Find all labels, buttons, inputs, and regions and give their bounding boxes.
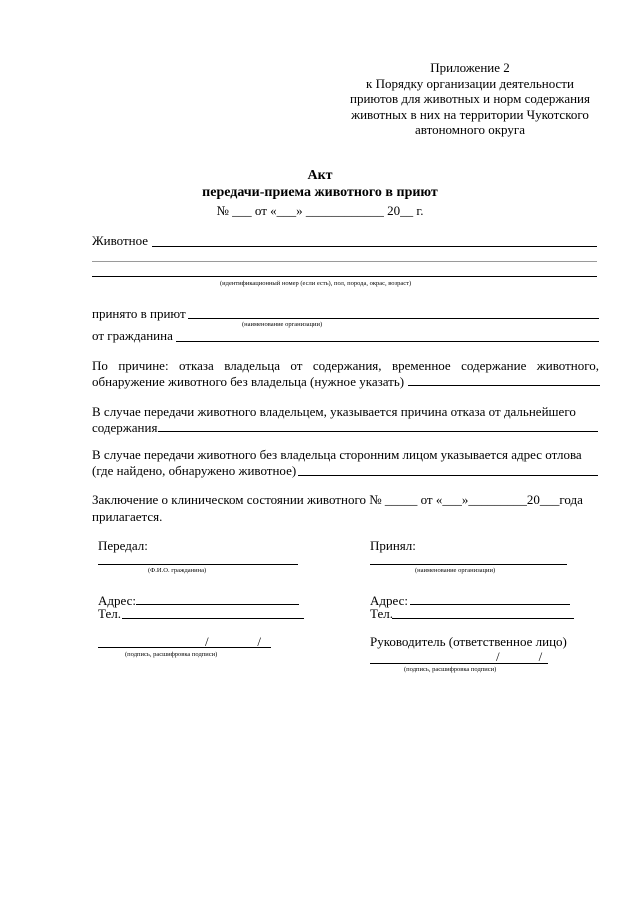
doc-number-line: № ___ от «___» ____________ 20__ г. <box>216 203 424 218</box>
sender-phone-label: Тел. <box>98 606 121 621</box>
receiver-address-label: Адрес: <box>370 593 408 608</box>
receiver-phone-field[interactable] <box>392 618 574 619</box>
receiver-org-field[interactable] <box>370 564 567 565</box>
receiver-head-label: Руководитель (ответственное лицо) <box>370 634 567 649</box>
stray-case-line1: В случае передачи животного без владельца сторонним лицом указывается адрес отлова <box>92 447 582 462</box>
sender-name-hint: (Ф.И.О. гражданина) <box>148 567 207 574</box>
stray-case-field[interactable] <box>298 475 598 476</box>
sender-header: Передал: <box>98 538 148 553</box>
receiver-phone-label: Тел. <box>370 606 393 621</box>
shelter-hint: (наименование организации) <box>242 321 323 328</box>
reason-line2: обнаружение животного без владельца (нужное указать) <box>92 374 405 389</box>
receiver-signature-slashes: / / <box>496 649 543 664</box>
appendix-line: автономного округа <box>415 122 525 137</box>
animal-hint: (идентификационный номер (если есть), пол, порода, окрас, возраст) <box>220 280 412 287</box>
conclusion-line1: Заключение о клиническом состоянии животного № _____ от «___»_________20___года <box>92 492 583 507</box>
appendix-line: приютов для животных и норм содержания <box>350 91 590 106</box>
owner-case-line1: В случае передачи животного владельцем, указывается причина отказа от дальнейшего <box>92 404 576 419</box>
stray-case-line2: (где найдено, обнаружено животное) <box>92 463 297 478</box>
reason-field[interactable] <box>408 385 600 386</box>
animal-field[interactable] <box>152 246 597 247</box>
sender-signature-hint: (подпись, расшифровка подписи) <box>125 651 218 658</box>
animal-field-line2[interactable] <box>92 261 597 262</box>
sender-address-label: Адрес: <box>98 593 136 608</box>
receiver-org-hint: (наименование организации) <box>415 567 496 574</box>
appendix-line: к Порядку организации деятельности <box>366 75 574 91</box>
reason-line1: По причине: отказа владельца от содержания, временное содержание животного, <box>92 358 599 373</box>
sender-phone-field[interactable] <box>122 618 304 619</box>
conclusion-line2: прилагается. <box>92 509 163 524</box>
citizen-field[interactable] <box>176 341 599 342</box>
sender-signature-slashes: / / <box>205 634 261 649</box>
receiver-signature-hint: (подпись, расшифровка подписи) <box>404 666 497 673</box>
shelter-label: принято в приют <box>92 306 186 321</box>
doc-title: Акт <box>307 168 333 183</box>
receiver-header: Принял: <box>370 538 416 553</box>
doc-subtitle: передачи-приема животного в приют <box>202 185 438 200</box>
animal-field-line3[interactable] <box>92 276 597 277</box>
appendix-block <box>350 60 590 138</box>
animal-label: Животное <box>92 233 149 248</box>
receiver-address-field[interactable] <box>410 604 570 605</box>
citizen-label: от гражданина <box>92 328 173 343</box>
owner-case-line2: содержания <box>92 420 158 435</box>
appendix-line: Приложение 2 <box>430 60 510 75</box>
owner-case-field[interactable] <box>158 431 598 432</box>
shelter-field[interactable] <box>188 318 599 319</box>
sender-address-field[interactable] <box>136 604 299 605</box>
sender-name-field[interactable] <box>98 564 298 565</box>
appendix-line: животных в них на территории Чукотского <box>351 106 589 122</box>
